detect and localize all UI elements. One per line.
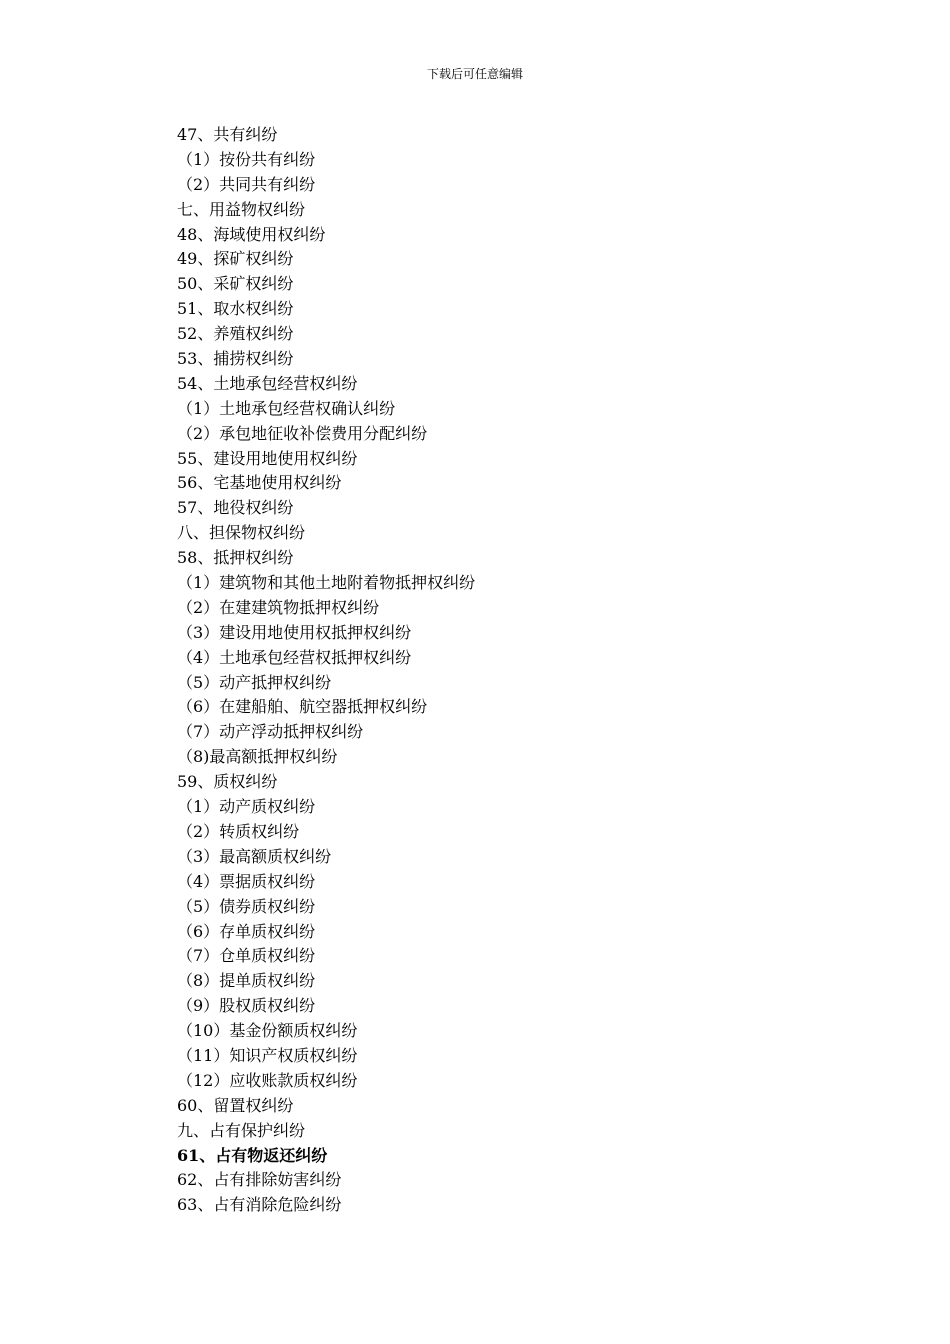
list-item: （4）票据质权纠纷 [177,871,316,891]
list-item: 50、采矿权纠纷 [177,274,294,294]
list-item: （8)最高额抵押权纠纷 [177,747,338,767]
list-item: 61、占有物返还纠纷 [177,1145,328,1165]
list-item: （2）共同共有纠纷 [177,174,316,194]
list-item: 55、建设用地使用权纠纷 [177,448,358,468]
list-item: （6）在建船舶、航空器抵押权纠纷 [177,697,428,717]
list-item: （1）建筑物和其他土地附着物抵押权纠纷 [177,573,476,593]
list-item: （7）仓单质权纠纷 [177,946,316,966]
list-item: （3）建设用地使用权抵押权纠纷 [177,622,412,642]
list-item: （4）土地承包经营权抵押权纠纷 [177,647,412,667]
list-item: 57、地役权纠纷 [177,498,294,518]
list-item: 48、海域使用权纠纷 [177,224,326,244]
section-heading: 七、用益物权纠纷 [177,199,306,219]
list-item: 52、养殖权纠纷 [177,324,294,344]
list-item: （2）转质权纠纷 [177,821,300,841]
list-item: （11）知识产权质权纠纷 [177,1045,358,1065]
list-item: （1）土地承包经营权确认纠纷 [177,398,396,418]
list-item: （2）承包地征收补偿费用分配纠纷 [177,423,428,443]
list-item: （1）按份共有纠纷 [177,149,316,169]
list-item: （12）应收账款质权纠纷 [177,1070,358,1090]
list-item: （2）在建建筑物抵押权纠纷 [177,597,380,617]
list-item: 54、土地承包经营权纠纷 [177,373,358,393]
section-heading: 八、担保物权纠纷 [177,523,306,543]
list-item: （9）股权质权纠纷 [177,996,316,1016]
list-item: （6）存单质权纠纷 [177,921,316,941]
list-item: 58、抵押权纠纷 [177,548,294,568]
list-item: 49、探矿权纠纷 [177,249,294,269]
list-item: （10）基金份额质权纠纷 [177,1021,358,1041]
list-item: （8）提单质权纠纷 [177,971,316,991]
section-heading: 九、占有保护纠纷 [177,1120,306,1140]
list-item: 60、留置权纠纷 [177,1095,294,1115]
list-item: 59、质权纠纷 [177,772,278,792]
page-header: 下载后可任意编辑 [426,67,523,81]
list-item: （3）最高额质权纠纷 [177,846,332,866]
list-item: 47、共有纠纷 [177,125,278,144]
list-item: （5）债券质权纠纷 [177,896,316,916]
list-item: 63、占有消除危险纠纷 [177,1195,342,1215]
list-item: 62、占有排除妨害纠纷 [177,1170,342,1190]
document-body [177,123,777,1218]
list-item: （7）动产浮动抵押权纠纷 [177,722,364,742]
list-item: （5）动产抵押权纠纷 [177,672,332,692]
list-item: （1）动产质权纠纷 [177,797,316,817]
list-item: 56、宅基地使用权纠纷 [177,473,342,493]
list-item: 51、取水权纠纷 [177,299,294,319]
list-item: 53、捕捞权纠纷 [177,349,294,369]
